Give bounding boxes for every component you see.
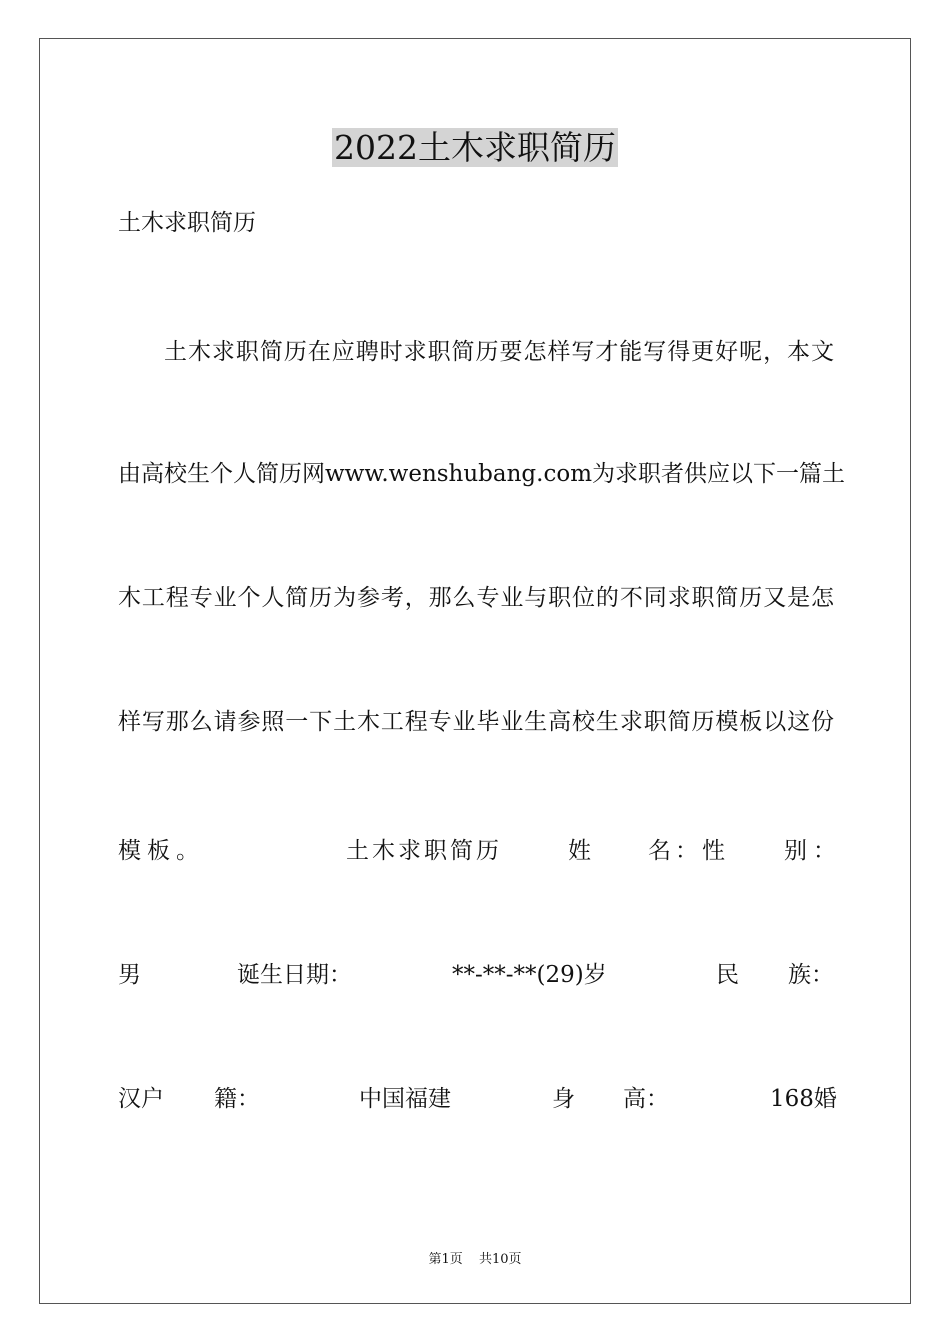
row6-text-c: **-**-**(29)岁 [452, 962, 607, 988]
paragraph-line-1: 土木求职简历在应聘时求职简历要怎样写才能写得更好呢，本文 [164, 339, 834, 365]
resume-row-origin-height [0, 1080, 950, 1110]
footer-page-number: 第1页 [428, 1252, 463, 1267]
row5-text-c: 姓 [568, 838, 591, 864]
row6-text-d: 民 [716, 962, 739, 988]
paragraph-line-2: 由高校生个人简历网www.wenshubang.com为求职者供应以下一篇土 [118, 461, 846, 487]
row5-text-e: 别： [784, 838, 842, 864]
document-subtitle: 土木求职简历 [118, 210, 256, 236]
page-footer [0, 1248, 950, 1267]
row5-text-a: 模板。 [118, 838, 205, 864]
row6-text-b: 诞生日期： [237, 962, 352, 988]
row7-text-c: 中国福建 [359, 1086, 451, 1112]
document-title: 2022土木求职简历 [334, 128, 616, 167]
row6-text-a: 男 [118, 962, 141, 988]
row5-text-d: 名：性 [648, 838, 729, 864]
row7-text-d: 身 [552, 1086, 575, 1112]
paragraph-line-4: 样写那么请参照一下土木工程专业毕业生高校生求职简历模板以这份 [118, 709, 834, 735]
row7-text-b: 籍： [214, 1086, 260, 1112]
resume-row-name-gender [0, 832, 950, 862]
footer-page-total: 共10页 [478, 1252, 522, 1267]
resume-row-birth-ethnicity [0, 956, 950, 986]
row5-text-b: 土木求职简历 [346, 838, 502, 864]
row7-text-f: 168婚 [770, 1086, 837, 1112]
row6-text-e: 族： [788, 962, 834, 988]
row7-text-a: 汉户 [118, 1086, 164, 1112]
paragraph-line-3: 木工程专业个人简历为参考，那么专业与职位的不同求职简历又是怎 [118, 585, 834, 611]
row7-text-e: 高： [623, 1086, 669, 1112]
document-title-wrap [0, 126, 950, 170]
